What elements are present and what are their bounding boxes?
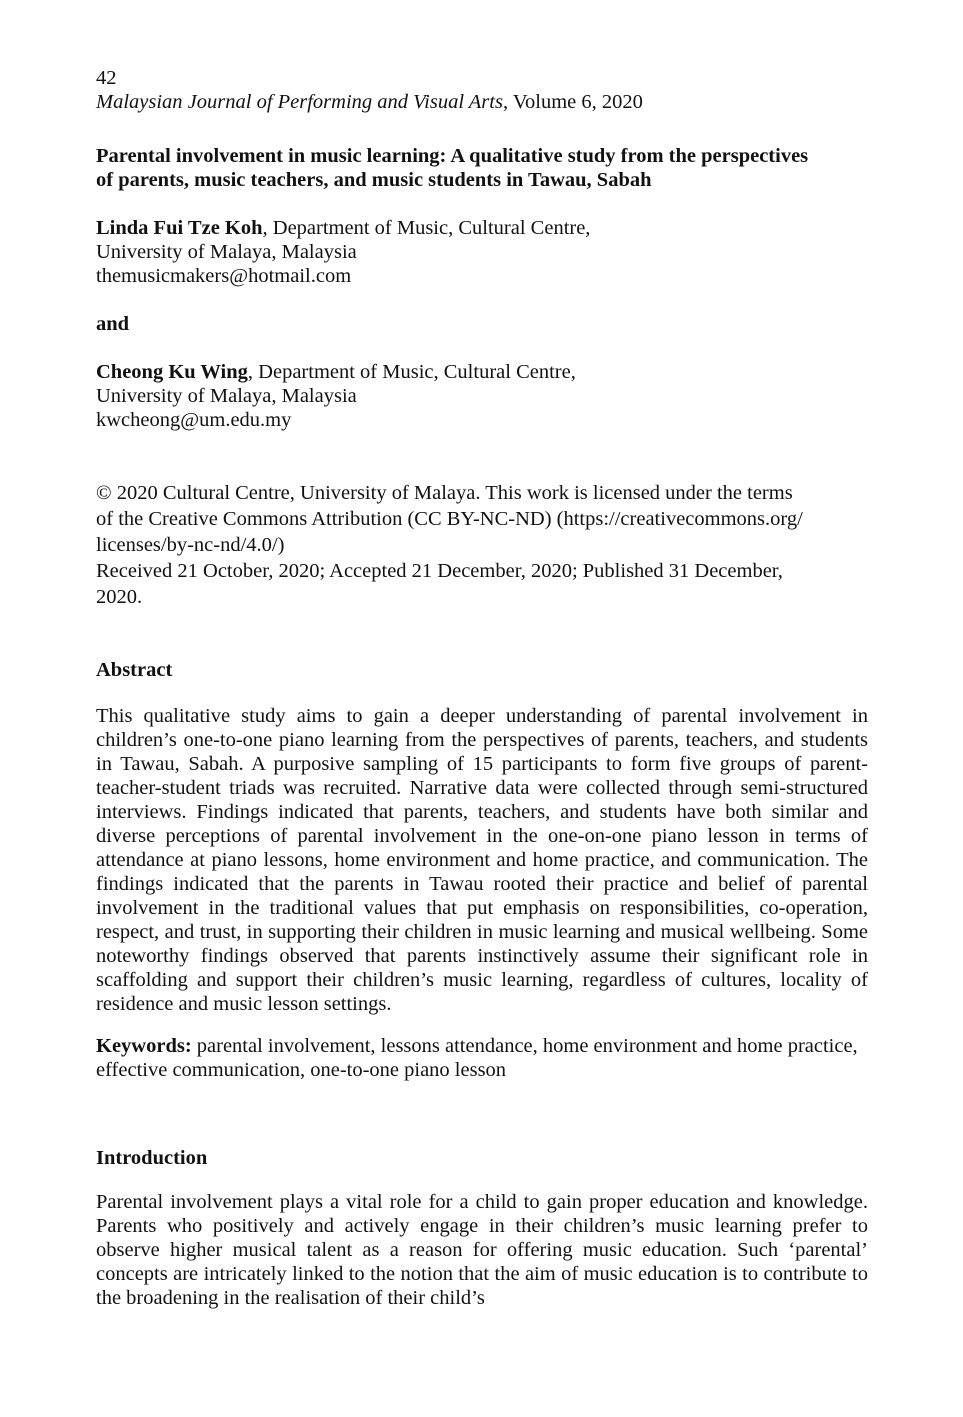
- paper-title: [96, 144, 868, 192]
- author-affiliation: University of Malaya, Malaysia: [96, 385, 357, 407]
- page-number: 42: [96, 67, 117, 89]
- journal-name: Malaysian Journal of Performing and Visual Arts: [96, 91, 503, 113]
- license-line[interactable]: licenses/by-nc-nd/4.0/): [96, 534, 285, 556]
- dates-line: Received 21 October, 2020; Accepted 21 December, 2020; Published 31 December,: [96, 560, 783, 582]
- author-affiliation: , Department of Music, Cultural Centre,: [262, 217, 591, 239]
- dates-line: 2020.: [96, 586, 143, 608]
- keywords: [96, 1034, 868, 1082]
- introduction-heading: Introduction: [96, 1147, 208, 1169]
- paper-title-line: of parents, music teachers, and music students in Tawau, Sabah: [96, 169, 652, 191]
- abstract-heading: Abstract: [96, 659, 173, 681]
- author-name: Linda Fui Tze Koh: [96, 217, 263, 239]
- and-separator: and: [96, 313, 130, 335]
- keywords-label: Keywords:: [96, 1035, 192, 1057]
- license-block: [96, 480, 868, 610]
- author-email[interactable]: themusicmakers@hotmail.com: [96, 265, 352, 287]
- author-block: [96, 360, 868, 432]
- license-line: © 2020 Cultural Centre, University of Malaya. This work is licensed under the terms: [96, 482, 793, 504]
- author-name: Cheong Ku Wing: [96, 361, 248, 383]
- author-affiliation: , Department of Music, Cultural Centre,: [247, 361, 576, 383]
- abstract-text: This qualitative study aims to gain a deeper understanding of parental involvement in children’s one-to-one piano learning from the perspectives of parents, teachers, and students in Tawau, Sabah. A purposive sampling of 15 participants to form five groups of parent-teacher-student triads was recruited. Narrative data were collected through semi-structured interviews. Findings indicated that parents, teachers, and students have both similar and diverse perceptions of parental involvement in the one-on-one piano lesson in terms of attendance at piano lessons, home environment and home practice, and communication. The findings indicated that the parents in Tawau rooted their practice and belief of parental involvement in the traditional values that put emphasis on responsibilities, co-operation, respect, and trust, in supporting their children in music learning and musical wellbeing. Some noteworthy findings observed that parents instinctively assume their significant role in scaffolding and support their children’s music learning, regardless of cultures, locality of residence and music lesson settings.: [96, 705, 868, 1015]
- journal-volume: , Volume 6, 2020: [502, 91, 643, 113]
- keywords-text: parental involvement, lessons attendance, home environment and home practice, effective communication, one-to-one piano lesson: [96, 1035, 858, 1081]
- journal-header: [96, 90, 868, 114]
- author-block: [96, 216, 868, 288]
- author-email[interactable]: kwcheong@um.edu.my: [96, 409, 292, 431]
- author-affiliation: University of Malaya, Malaysia: [96, 241, 357, 263]
- license-line[interactable]: of the Creative Commons Attribution (CC BY-NC-ND) (https://creativecommons.org/: [96, 508, 803, 530]
- paper-title-line: Parental involvement in music learning: A qualitative study from the perspectives: [96, 145, 809, 167]
- introduction-text: Parental involvement plays a vital role for a child to gain proper education and knowledge. Parents who positively and actively engage in their children’s music learning prefer to observe higher musical talent as a reason for offering music education. Such ‘parental’ concepts are intricately linked to the notion that the aim of music education is to contribute to the broadening in the realisation of their child’s: [96, 1191, 868, 1309]
